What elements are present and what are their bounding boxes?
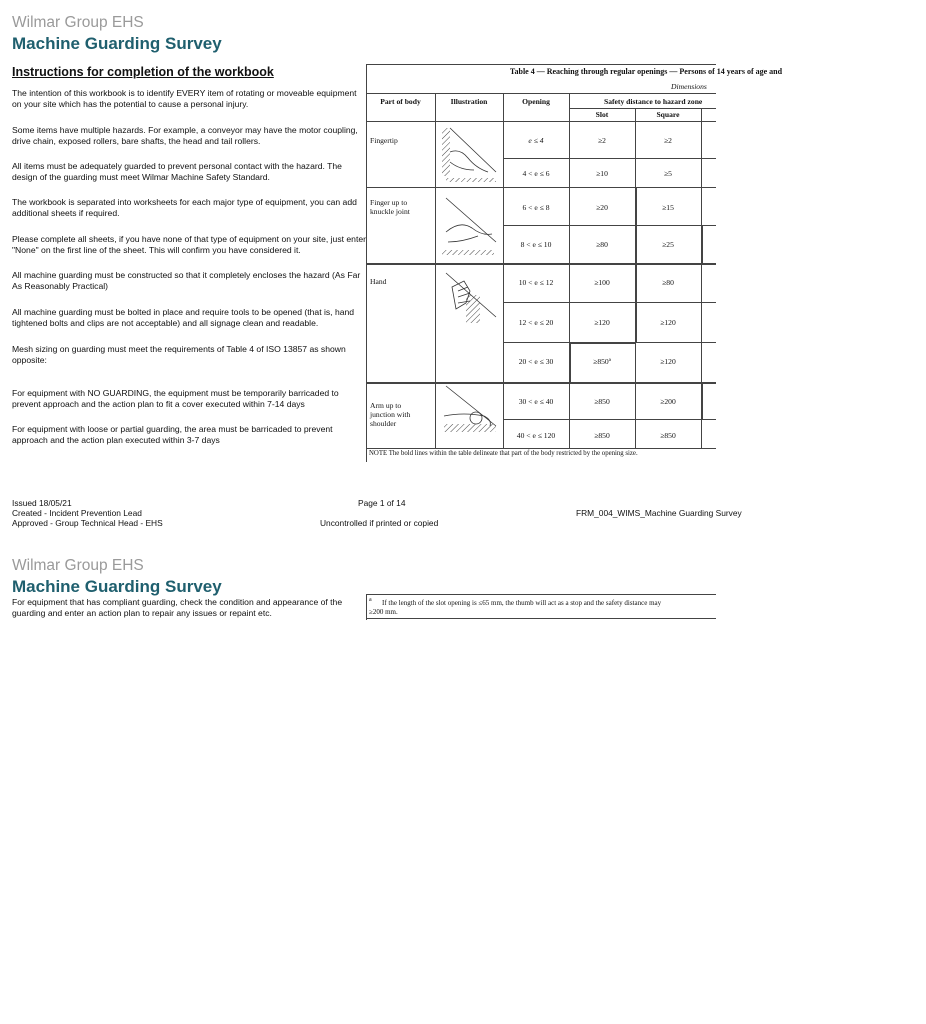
part-hand: Hand [370, 277, 387, 286]
footer-doc-code: FRM_004_WIMS_Machine Guarding Survey [576, 508, 742, 518]
square-value: ≥120 [660, 357, 676, 366]
paragraph-4: The workbook is separated into worksheets for each major type of equipment, you can add additional sheets if required. [12, 197, 357, 218]
iso-table-4 [366, 64, 783, 462]
finger-knuckle-illustration [442, 198, 496, 255]
slot-value: ≥2 [598, 136, 606, 145]
brand-name: Wilmar Group EHS [12, 557, 144, 574]
footnote-marker: a [369, 597, 372, 603]
page-title: Machine Guarding Survey [12, 34, 222, 53]
opening-value: 12 < e ≤ 20 [518, 318, 554, 327]
paragraph-5: Please complete all sheets, if you have none of that type of equipment on your site, just enter "None" on the first line of the sheet. This will confirm you have considered it. [12, 234, 366, 255]
table-footnote-box [366, 594, 716, 620]
slot-value: ≥10 [596, 169, 608, 178]
opening-value: 40 < e ≤ 120 [516, 431, 556, 440]
part-finger-knuckle: Finger up to knuckle joint [370, 198, 410, 216]
header-slot: Slot [595, 110, 609, 119]
footer-approved: Approved - Group Technical Head - EHS [12, 518, 163, 528]
opening-value: e ≤ 4 [528, 136, 544, 145]
instructions-heading: Instructions for completion of the workbook [12, 65, 274, 79]
part-fingertip: Fingertip [370, 136, 398, 145]
header-opening: Opening [522, 97, 550, 106]
opening-value: 30 < e ≤ 40 [518, 397, 554, 406]
square-value: ≥2 [664, 136, 672, 145]
slot-value: ≥100 [594, 278, 610, 287]
square-value: ≥200 [660, 397, 676, 406]
opening-value: 6 < e ≤ 8 [522, 203, 550, 212]
footnote-text-continued: ≥200 mm. [369, 608, 398, 616]
footer-created: Created - Incident Prevention Lead [12, 508, 142, 518]
square-value: ≥15 [662, 203, 674, 212]
opening-value: 4 < e ≤ 6 [522, 169, 550, 178]
footnote-text: If the length of the slot opening is ≤65 mm, the thumb will act as a stop and the safety distance may [382, 599, 662, 607]
opening-illustrations [436, 122, 502, 448]
square-value: ≥120 [660, 318, 676, 327]
hand-illustration [446, 273, 496, 323]
slot-value: ≥850ª [593, 357, 611, 366]
square-value: ≥5 [664, 169, 672, 178]
table-caption: Table 4 — Reaching through regular openings — Persons of 14 years of age and [509, 67, 783, 76]
paragraph-6: All machine guarding must be constructed so that it completely encloses the hazard (As Far As Reasonably Practical) [12, 270, 361, 291]
square-value: ≥80 [662, 278, 674, 287]
compliant-guarding-paragraph: For equipment that has compliant guarding, check the condition and appearance of the guarding and enter an action plan to repair any issues or repaint etc. [12, 597, 343, 618]
brand-name: Wilmar Group EHS [12, 14, 144, 31]
part-arm: Arm up to junction with shoulder [370, 401, 411, 428]
header-safety-distance: Safety distance to hazard zone [604, 97, 703, 106]
footer-page-number: Page 1 of 14 [358, 498, 406, 508]
slot-value: ≥20 [596, 203, 608, 212]
opening-value: 8 < e ≤ 10 [520, 240, 552, 249]
paragraph-2: Some items have multiple hazards. For example, a conveyor may have the motor coupling, drive chain, exposed rollers, bare shafts, the head and tail rollers. [12, 125, 358, 146]
header-illustration: Illustration [450, 97, 488, 106]
square-value: ≥850 [660, 431, 676, 440]
slot-value: ≥80 [596, 240, 608, 249]
opening-value: 10 < e ≤ 12 [518, 278, 554, 287]
opening-value: 20 < e ≤ 30 [518, 357, 554, 366]
paragraph-3: All items must be adequately guarded to prevent personal contact with the hazard. The design of the guarding must meet Wilmar Machine Safety Standard. [12, 161, 342, 182]
square-value: ≥25 [662, 240, 674, 249]
paragraph-10: For equipment with loose or partial guarding, the area must be barricaded to prevent approach and the action plan executed within 3-7 days [12, 424, 333, 445]
fingertip-illustration [442, 128, 496, 182]
footer-issued: Issued 18/05/21 [12, 498, 72, 508]
slot-value: ≥850 [594, 431, 610, 440]
paragraph-9: For equipment with NO GUARDING, the equipment must be temporarily barricaded to prevent approach and the action plan to fit a cover executed within 7-14 days [12, 388, 339, 409]
page-title: Machine Guarding Survey [12, 577, 222, 596]
table-dimensions: Dimensions [671, 82, 707, 91]
header-part-of-body: Part of body [380, 97, 421, 106]
footer-uncontrolled: Uncontrolled if printed or copied [320, 518, 439, 528]
paragraph-1: The intention of this workbook is to identify EVERY item of rotating or moveable equipment on your site which has the potential to cause a personal injury. [12, 88, 357, 109]
table-note: NOTE The bold lines within the table delineate that part of the body restricted by the opening size. [369, 450, 638, 457]
slot-value: ≥120 [594, 318, 610, 327]
header-square: Square [656, 110, 680, 119]
paragraph-7: All machine guarding must be bolted in place and require tools to be opened (that is, hand tightened bolts and clips are not acceptable) and all signage clean and readable. [12, 307, 355, 328]
paragraph-8: Mesh sizing on guarding must meet the requirements of Table 4 of ISO 13857 as shown opposite: [12, 344, 346, 365]
arm-illustration [444, 386, 496, 432]
slot-value: ≥850 [594, 397, 610, 406]
